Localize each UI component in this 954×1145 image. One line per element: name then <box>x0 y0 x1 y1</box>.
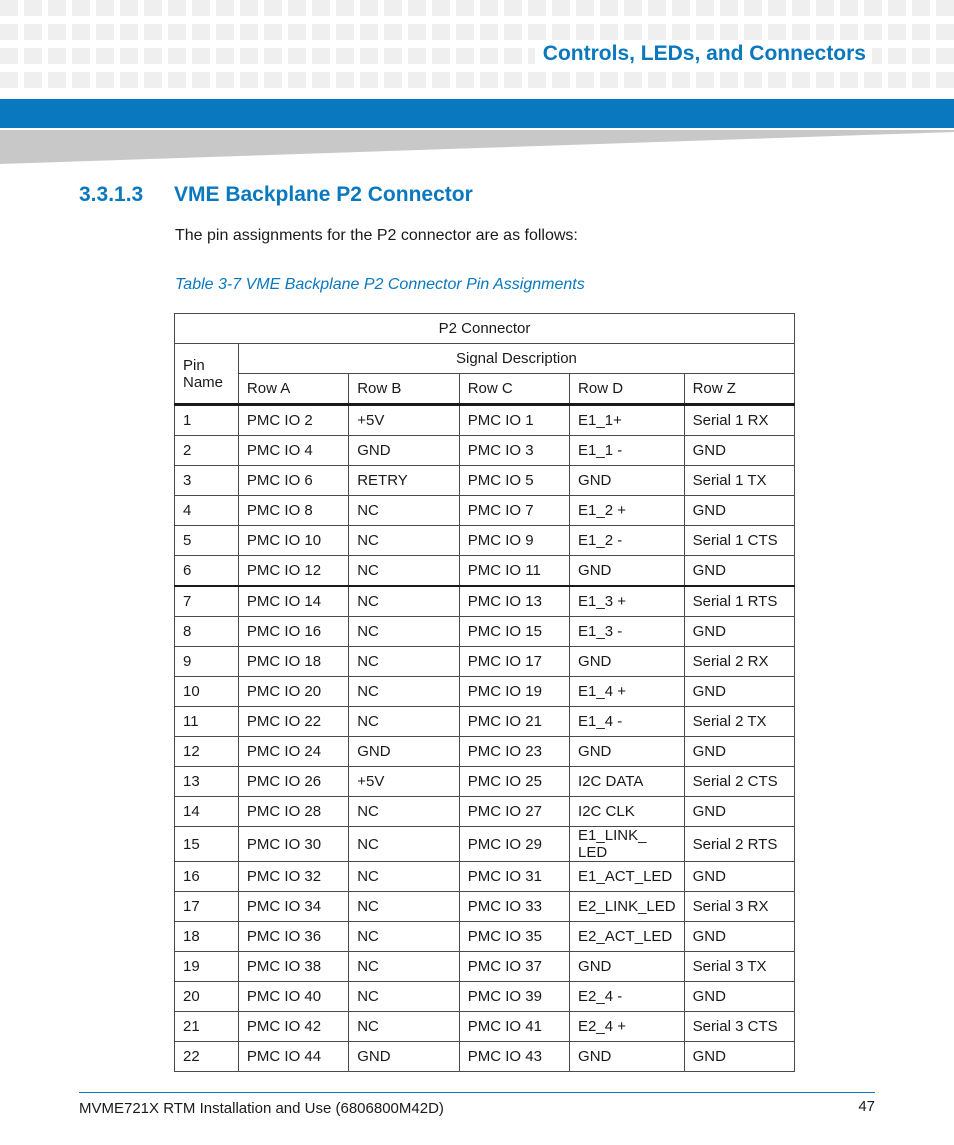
signal-cell: PMC IO 5 <box>459 466 569 496</box>
signal-cell: PMC IO 39 <box>459 982 569 1012</box>
pin-number-cell: 13 <box>175 767 239 797</box>
signal-cell: PMC IO 17 <box>459 647 569 677</box>
signal-cell: GND <box>684 737 794 767</box>
table-row <box>175 922 795 952</box>
signal-cell: PMC IO 7 <box>459 496 569 526</box>
column-header-row <box>175 374 795 405</box>
signal-cell: NC <box>349 526 460 556</box>
pin-number-cell: 18 <box>175 922 239 952</box>
pin-number-cell: 9 <box>175 647 239 677</box>
signal-cell: I2C CLK <box>570 797 685 827</box>
signal-cell: GND <box>684 982 794 1012</box>
pin-number-cell: 4 <box>175 496 239 526</box>
pin-assignment-table <box>174 313 795 1072</box>
signal-cell: E1_3 - <box>570 617 685 647</box>
signal-cell: PMC IO 43 <box>459 1042 569 1072</box>
table-caption: Table 3-7 VME Backplane P2 Connector Pin Assignments <box>175 276 585 293</box>
signal-cell: PMC IO 14 <box>238 586 348 617</box>
pin-number-cell: 7 <box>175 586 239 617</box>
signal-cell: PMC IO 31 <box>459 862 569 892</box>
table-row <box>175 526 795 556</box>
column-header-row-z: Row Z <box>684 374 794 405</box>
pin-number-cell: 22 <box>175 1042 239 1072</box>
signal-cell: PMC IO 40 <box>238 982 348 1012</box>
signal-cell: NC <box>349 862 460 892</box>
signal-cell: PMC IO 35 <box>459 922 569 952</box>
table-row <box>175 647 795 677</box>
signal-cell: NC <box>349 982 460 1012</box>
signal-cell: GND <box>570 737 685 767</box>
signal-cell: PMC IO 22 <box>238 707 348 737</box>
pin-number-cell: 10 <box>175 677 239 707</box>
signal-cell: PMC IO 9 <box>459 526 569 556</box>
signal-cell: RETRY <box>349 466 460 496</box>
signal-cell: PMC IO 20 <box>238 677 348 707</box>
signal-cell: GND <box>684 496 794 526</box>
signal-cell: NC <box>349 797 460 827</box>
table-row <box>175 1042 795 1072</box>
signal-cell: Serial 3 RX <box>684 892 794 922</box>
signal-description-header: Signal Description <box>238 344 794 374</box>
signal-cell: Serial 2 RX <box>684 647 794 677</box>
pin-number-cell: 5 <box>175 526 239 556</box>
pin-number-cell: 14 <box>175 797 239 827</box>
signal-cell: PMC IO 38 <box>238 952 348 982</box>
signal-cell: E1_3 + <box>570 586 685 617</box>
pin-number-cell: 8 <box>175 617 239 647</box>
signal-cell: PMC IO 42 <box>238 1012 348 1042</box>
signal-cell: PMC IO 21 <box>459 707 569 737</box>
signal-cell: Serial 1 TX <box>684 466 794 496</box>
signal-cell: E1_2 + <box>570 496 685 526</box>
signal-cell: GND <box>570 647 685 677</box>
signal-cell: +5V <box>349 767 460 797</box>
table-row <box>175 827 795 862</box>
column-header-row-d: Row D <box>570 374 685 405</box>
signal-cell: GND <box>349 737 460 767</box>
signal-cell: PMC IO 27 <box>459 797 569 827</box>
signal-cell: PMC IO 2 <box>238 405 348 436</box>
signal-cell: PMC IO 30 <box>238 827 348 862</box>
signal-cell: PMC IO 26 <box>238 767 348 797</box>
signal-cell: Serial 3 CTS <box>684 1012 794 1042</box>
table-row <box>175 466 795 496</box>
column-header-row-b: Row B <box>349 374 460 405</box>
signal-cell: E1_LINK_ LED <box>570 827 685 862</box>
signal-cell: GND <box>570 466 685 496</box>
signal-cell: I2C DATA <box>570 767 685 797</box>
signal-cell: NC <box>349 647 460 677</box>
table-row <box>175 982 795 1012</box>
signal-cell: E2_ACT_LED <box>570 922 685 952</box>
signal-cell: PMC IO 3 <box>459 436 569 466</box>
table-row <box>175 797 795 827</box>
signal-cell: PMC IO 16 <box>238 617 348 647</box>
signal-cell: PMC IO 11 <box>459 556 569 587</box>
signal-cell: PMC IO 12 <box>238 556 348 587</box>
signal-cell: E1_1 - <box>570 436 685 466</box>
signal-cell: E1_4 - <box>570 707 685 737</box>
signal-cell: NC <box>349 952 460 982</box>
signal-cell: GND <box>684 797 794 827</box>
signal-cell: GND <box>349 436 460 466</box>
signal-cell: PMC IO 29 <box>459 827 569 862</box>
pin-number-cell: 20 <box>175 982 239 1012</box>
signal-cell: E2_4 + <box>570 1012 685 1042</box>
signal-cell: NC <box>349 1012 460 1042</box>
signal-cell: GND <box>684 1042 794 1072</box>
signal-cell: PMC IO 6 <box>238 466 348 496</box>
pin-number-cell: 12 <box>175 737 239 767</box>
table-group-header: P2 Connector <box>175 314 795 344</box>
pin-number-cell: 1 <box>175 405 239 436</box>
signal-cell: NC <box>349 707 460 737</box>
column-header-row-c: Row C <box>459 374 569 405</box>
signal-cell: PMC IO 36 <box>238 922 348 952</box>
pin-name-header: Pin Name <box>175 344 239 405</box>
intro-paragraph: The pin assignments for the P2 connector are as follows: <box>175 227 578 244</box>
pin-number-cell: 21 <box>175 1012 239 1042</box>
table-row <box>175 1012 795 1042</box>
pin-number-cell: 2 <box>175 436 239 466</box>
signal-cell: E1_ACT_LED <box>570 862 685 892</box>
signal-cell: PMC IO 24 <box>238 737 348 767</box>
header-gray-wedge <box>0 130 954 164</box>
signal-cell: NC <box>349 892 460 922</box>
table-row <box>175 767 795 797</box>
signal-cell: PMC IO 8 <box>238 496 348 526</box>
signal-cell: +5V <box>349 405 460 436</box>
table-body <box>175 405 795 1072</box>
signal-cell: Serial 2 CTS <box>684 767 794 797</box>
signal-cell: NC <box>349 827 460 862</box>
signal-cell: Serial 1 RTS <box>684 586 794 617</box>
signal-cell: NC <box>349 677 460 707</box>
signal-cell: NC <box>349 922 460 952</box>
pin-number-cell: 19 <box>175 952 239 982</box>
signal-cell: GND <box>684 436 794 466</box>
signal-cell: PMC IO 25 <box>459 767 569 797</box>
signal-cell: GND <box>570 556 685 587</box>
signal-cell: GND <box>570 1042 685 1072</box>
footer-document-title: MVME721X RTM Installation and Use (6806800M42D) <box>79 1100 444 1117</box>
section-heading <box>79 183 473 207</box>
signal-cell: PMC IO 13 <box>459 586 569 617</box>
signal-cell: Serial 2 RTS <box>684 827 794 862</box>
signal-cell: GND <box>684 862 794 892</box>
signal-cell: NC <box>349 496 460 526</box>
table-row <box>175 586 795 617</box>
signal-cell: GND <box>349 1042 460 1072</box>
header-blue-band <box>0 99 954 128</box>
section-number: 3.3.1.3 <box>79 183 144 206</box>
signal-cell: Serial 3 TX <box>684 952 794 982</box>
table-row <box>175 405 795 436</box>
signal-cell: PMC IO 10 <box>238 526 348 556</box>
signal-cell: PMC IO 19 <box>459 677 569 707</box>
pin-number-cell: 3 <box>175 466 239 496</box>
signal-cell: E1_4 + <box>570 677 685 707</box>
chapter-title: Controls, LEDs, and Connectors <box>535 40 872 68</box>
table-row <box>175 617 795 647</box>
table-row <box>175 556 795 587</box>
signal-cell: E2_LINK_LED <box>570 892 685 922</box>
signal-cell: PMC IO 1 <box>459 405 569 436</box>
section-title: VME Backplane P2 Connector <box>174 183 473 206</box>
signal-cell: PMC IO 4 <box>238 436 348 466</box>
table-row <box>175 737 795 767</box>
table-row <box>175 862 795 892</box>
table-row <box>175 496 795 526</box>
column-header-row-a: Row A <box>238 374 348 405</box>
signal-cell: PMC IO 34 <box>238 892 348 922</box>
signal-cell: NC <box>349 617 460 647</box>
table-row <box>175 892 795 922</box>
page-number: 47 <box>858 1098 875 1115</box>
pin-number-cell: 11 <box>175 707 239 737</box>
signal-cell: PMC IO 23 <box>459 737 569 767</box>
signal-cell: GND <box>684 922 794 952</box>
signal-cell: NC <box>349 586 460 617</box>
signal-cell: PMC IO 41 <box>459 1012 569 1042</box>
pin-number-cell: 6 <box>175 556 239 587</box>
signal-cell: Serial 2 TX <box>684 707 794 737</box>
table-row <box>175 952 795 982</box>
signal-cell: E1_1+ <box>570 405 685 436</box>
pin-number-cell: 17 <box>175 892 239 922</box>
table-row <box>175 707 795 737</box>
signal-cell: GND <box>684 677 794 707</box>
signal-cell: PMC IO 28 <box>238 797 348 827</box>
table-row <box>175 677 795 707</box>
table-row <box>175 436 795 466</box>
signal-cell: GND <box>570 952 685 982</box>
footer-rule <box>79 1092 875 1093</box>
signal-cell: PMC IO 32 <box>238 862 348 892</box>
pin-number-cell: 16 <box>175 862 239 892</box>
signal-cell: GND <box>684 556 794 587</box>
signal-cell: GND <box>684 617 794 647</box>
pin-number-cell: 15 <box>175 827 239 862</box>
signal-cell: PMC IO 37 <box>459 952 569 982</box>
signal-cell: PMC IO 44 <box>238 1042 348 1072</box>
signal-cell: E2_4 - <box>570 982 685 1012</box>
signal-cell: PMC IO 15 <box>459 617 569 647</box>
signal-cell: Serial 1 RX <box>684 405 794 436</box>
signal-cell: NC <box>349 556 460 587</box>
signal-cell: E1_2 - <box>570 526 685 556</box>
signal-cell: Serial 1 CTS <box>684 526 794 556</box>
signal-cell: PMC IO 33 <box>459 892 569 922</box>
signal-cell: PMC IO 18 <box>238 647 348 677</box>
